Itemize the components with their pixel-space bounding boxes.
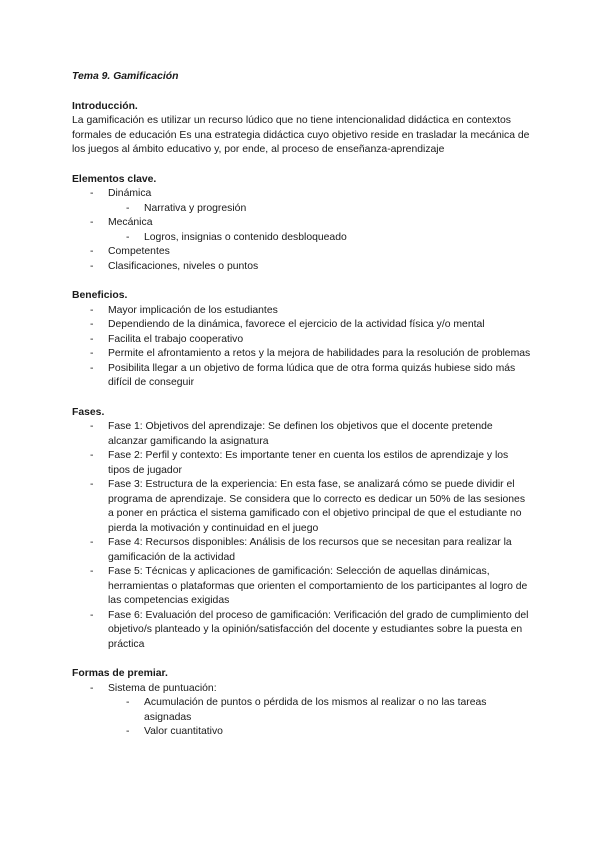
section-elementos-clave	[72, 173, 532, 275]
list-item: - Fase 5: Técnicas y aplicaciones de gamificación: Selección de aquellas dinámicas, herramientas o plataformas que orienten el comportamiento de los participantes al logro de las competencias exigidas	[72, 565, 532, 609]
list-item: - Permite el afrontamiento a retos y la mejora de habilidades para la resolución de problemas	[72, 347, 532, 362]
list-item: - Sistema de puntuación:	[72, 682, 532, 697]
section-introduccion	[72, 100, 532, 158]
section-heading: Introducción.	[72, 100, 138, 112]
list-item: - Competentes	[72, 245, 532, 260]
elementos-list	[72, 187, 532, 274]
section-beneficios	[72, 289, 532, 391]
section-heading: Fases.	[72, 406, 105, 418]
list-item: - Dinámica	[72, 187, 532, 202]
list-item: - Posibilita llegar a un objetivo de forma lúdica que de otra forma quizás hubiese sido más difícil de conseguir	[72, 362, 532, 391]
list-item: - Fase 6: Evaluación del proceso de gamificación: Verificación del grado de cumplimiento del objetivo/s planteado y la opinión/satisfacción del docente y estudiantes sobre la puesta en práctica	[72, 609, 532, 653]
list-item: - Fase 2: Perfil y contexto: Es importante tener en cuenta los estilos de aprendizaje y los tipos de jugador	[72, 449, 532, 478]
list-item: - Mayor implicación de los estudiantes	[72, 304, 532, 319]
section-formas-de-premiar	[72, 667, 532, 740]
list-item: - Acumulación de puntos o pérdida de los mismos al realizar o no las tareas asignadas	[72, 696, 532, 725]
section-heading: Beneficios.	[72, 290, 128, 301]
section-heading: Elementos clave.	[72, 173, 157, 185]
intro-paragraph: La gamificación es utilizar un recurso lúdico que no tiene intencionalidad didáctica en contextos formales de educación Es una estrategia didáctica cuyo objetivo reside en trasladar la mecánica de los juegos al ámbito educativo y, por ende, al proceso de enseñanza-aprendizaje	[72, 115, 530, 155]
list-item: - Logros, insignias o contenido desbloqueado	[72, 231, 532, 246]
document-title: Tema 9. Gamificación	[72, 71, 179, 82]
list-item: - Facilita el trabajo cooperativo	[72, 333, 532, 348]
section-fases	[72, 406, 532, 653]
list-item: - Valor cuantitativo	[72, 725, 532, 740]
list-item: - Dependiendo de la dinámica, favorece el ejercicio de la actividad física y/o mental	[72, 318, 532, 333]
list-item: - Fase 3: Estructura de la experiencia: En esta fase, se analizará cómo se puede dividir el programa de aprendizaje. Se considera que lo correcto es dedicar un 50% de las sesiones a poner en práctica el sistema gamificado con el objetivo principal de que el estudiante no pierda la motivación y continuidad en el juego	[72, 478, 532, 536]
premiar-list	[72, 682, 532, 740]
document-page	[72, 70, 532, 755]
list-item: - Fase 1: Objetivos del aprendizaje: Se definen los objetivos que el docente pretende alcanzar gamificando la asignatura	[72, 420, 532, 449]
list-item: - Fase 4: Recursos disponibles: Análisis de los recursos que se necesitan para realizar la gamificación de la actividad	[72, 536, 532, 565]
list-item: - Clasificaciones, niveles o puntos	[72, 260, 532, 275]
beneficios-list	[72, 304, 532, 391]
fases-list	[72, 420, 532, 652]
list-item: - Mecánica	[72, 216, 532, 231]
section-heading: Formas de premiar.	[72, 668, 168, 679]
list-item: - Narrativa y progresión	[72, 202, 532, 217]
